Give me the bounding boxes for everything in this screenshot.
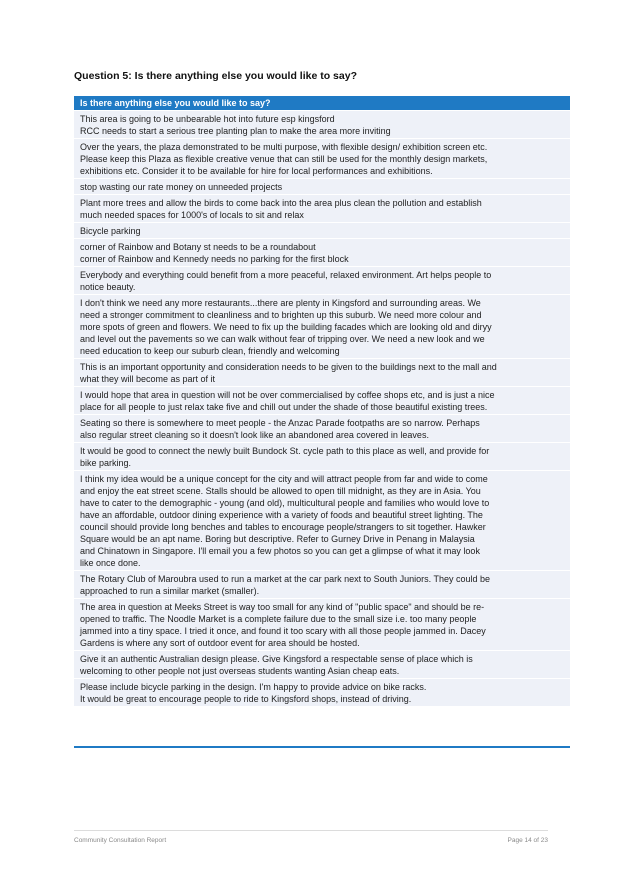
response-text: need a stronger commitment to cleanliness and to brighten up this suburb. We need more colour and bbox=[80, 310, 482, 320]
response-text: It would be good to connect the newly built Bundock St. cycle path to this place as well, and provide for bbox=[80, 446, 490, 456]
response-text: Gardens is where any sort of outdoor event for area should be hosted. bbox=[80, 638, 360, 648]
responses-table bbox=[74, 96, 570, 748]
table-row bbox=[74, 295, 570, 359]
response-text: also regular street cleaning so it doesn't look like an abandoned area covered in leaves. bbox=[80, 430, 429, 440]
response-text: RCC needs to start a serious tree planting plan to make the area more inviting bbox=[80, 126, 391, 136]
response-text: corner of Rainbow and Kennedy needs no parking for the first block bbox=[80, 254, 349, 264]
response-text: stop wasting our rate money on unneeded projects bbox=[80, 182, 283, 192]
response-text: Plant more trees and allow the birds to come back into the area plus clean the pollution and establish bbox=[80, 198, 482, 208]
page-footer bbox=[74, 830, 548, 844]
table-row bbox=[74, 223, 570, 239]
table-row bbox=[74, 571, 570, 599]
table-row bbox=[74, 415, 570, 443]
table-row bbox=[74, 443, 570, 471]
response-text: welcoming to other people not just overseas students wanting Asian cheap eats. bbox=[80, 666, 400, 676]
response-text: Square would be an apt name. Boring but descriptive. Refer to Gurney Drive in Penang in Malaysia bbox=[80, 534, 475, 544]
response-text: The Rotary Club of Maroubra used to run a market at the car park next to South Juniors. They could be bbox=[80, 574, 491, 584]
response-text: exhibitions etc. Consider it to be available for hire for local performances and exhibitions. bbox=[80, 166, 433, 176]
response-text: I don't think we need any more restaurants...there are plenty in Kingsford and surrounding areas. We bbox=[80, 298, 481, 308]
table-row bbox=[74, 239, 570, 267]
response-text: bike parking. bbox=[80, 458, 132, 468]
response-text: opened to traffic. The Noodle Market is a complete failure due to the small size i.e. too many people bbox=[80, 614, 477, 624]
footer-page-number: Page 14 of 23 bbox=[507, 837, 548, 844]
response-text: notice beauty. bbox=[80, 282, 136, 292]
question-title: Question 5: Is there anything else you would like to say? bbox=[74, 70, 357, 82]
table-row bbox=[74, 387, 570, 415]
table-header: Is there anything else you would like to say? bbox=[74, 96, 570, 110]
response-text: Seating so there is somewhere to meet people - the Anzac Parade footpaths are so narrow. Perhaps bbox=[80, 418, 480, 428]
table-body bbox=[74, 111, 570, 707]
table-row bbox=[74, 679, 570, 707]
response-text: The area in question at Meeks Street is way too small for any kind of "public space" and should be re- bbox=[80, 602, 485, 612]
response-text: Please keep this Plaza as flexible creative venue that can still be used for the monthly design markets, bbox=[80, 154, 488, 164]
response-text: Everybody and everything could benefit from a more peaceful, relaxed environment. Art helps people to bbox=[80, 270, 492, 280]
response-text: Give it an authentic Australian design please. Give Kingsford a respectable sense of place which is bbox=[80, 654, 473, 664]
response-text: This area is going to be unbearable hot into future esp kingsford bbox=[80, 114, 335, 124]
table-row bbox=[74, 179, 570, 195]
response-text: council should provide long benches and tables to encourage people/strangers to sit together. Hawker bbox=[80, 522, 486, 532]
response-text: Over the years, the plaza demonstrated to be multi purpose, with flexible design/ exhibition screen etc. bbox=[80, 142, 488, 152]
response-text: have an affordable, outdoor dining experience with a variety of foods and beautiful street lighting. The bbox=[80, 510, 483, 520]
table-row bbox=[74, 471, 570, 571]
response-text: what they will become as part of it bbox=[80, 374, 216, 384]
response-text: I think my idea would be a unique concept for the city and will attract people from far and wide to come bbox=[80, 474, 488, 484]
response-text: and level out the pavements so we can walk without fear of tripping over. We need a new look and we bbox=[80, 334, 485, 344]
response-text: much needed spaces for 1000's of locals to sit and relax bbox=[80, 210, 304, 220]
response-text: place for all people to just relax take five and chill out under the shade of those beautiful existing trees. bbox=[80, 402, 488, 412]
response-text: It would be great to encourage people to ride to Kingsford shops, instead of driving. bbox=[80, 694, 412, 704]
response-text: have to cater to the demographic - young (and old), multicultural people and families who would love to bbox=[80, 498, 490, 508]
response-text: like once done. bbox=[80, 558, 141, 568]
table-row bbox=[74, 599, 570, 651]
table-row bbox=[74, 111, 570, 139]
response-text: and Chinatown in Singapore. I'll email you a few photos so you can get a glimpse of what it may look bbox=[80, 546, 480, 556]
table-row bbox=[74, 651, 570, 679]
response-text: Please include bicycle parking in the design. I'm happy to provide advice on bike racks. bbox=[80, 682, 427, 692]
response-text: approached to run a similar market (smaller). bbox=[80, 586, 260, 596]
table-row bbox=[74, 359, 570, 387]
response-text: This is an important opportunity and consideration needs to be given to the buildings next to the mall and bbox=[80, 362, 497, 372]
response-text: need education to keep our suburb clean, friendly and welcoming bbox=[80, 346, 340, 356]
response-text: Bicycle parking bbox=[80, 226, 141, 236]
response-text: corner of Rainbow and Botany st needs to be a roundabout bbox=[80, 242, 316, 252]
response-text: more spots of green and flowers. We need to fix up the building facades which are looking old and diryy bbox=[80, 322, 492, 332]
table-row bbox=[74, 139, 570, 179]
response-text: jammed into a tiny space. I tried it once, and found it too scary with all those people jammed in. Dacey bbox=[80, 626, 486, 636]
response-text: and enjoy the eat street scene. Stalls should be allowed to open till midnight, as they are in Asia. You bbox=[80, 486, 481, 496]
table-row bbox=[74, 267, 570, 295]
table-row bbox=[74, 195, 570, 223]
response-text: I would hope that area in question will not be over commercialised by coffee shops etc, and is just a nice bbox=[80, 390, 495, 400]
footer-report-title: Community Consultation Report bbox=[74, 837, 167, 844]
